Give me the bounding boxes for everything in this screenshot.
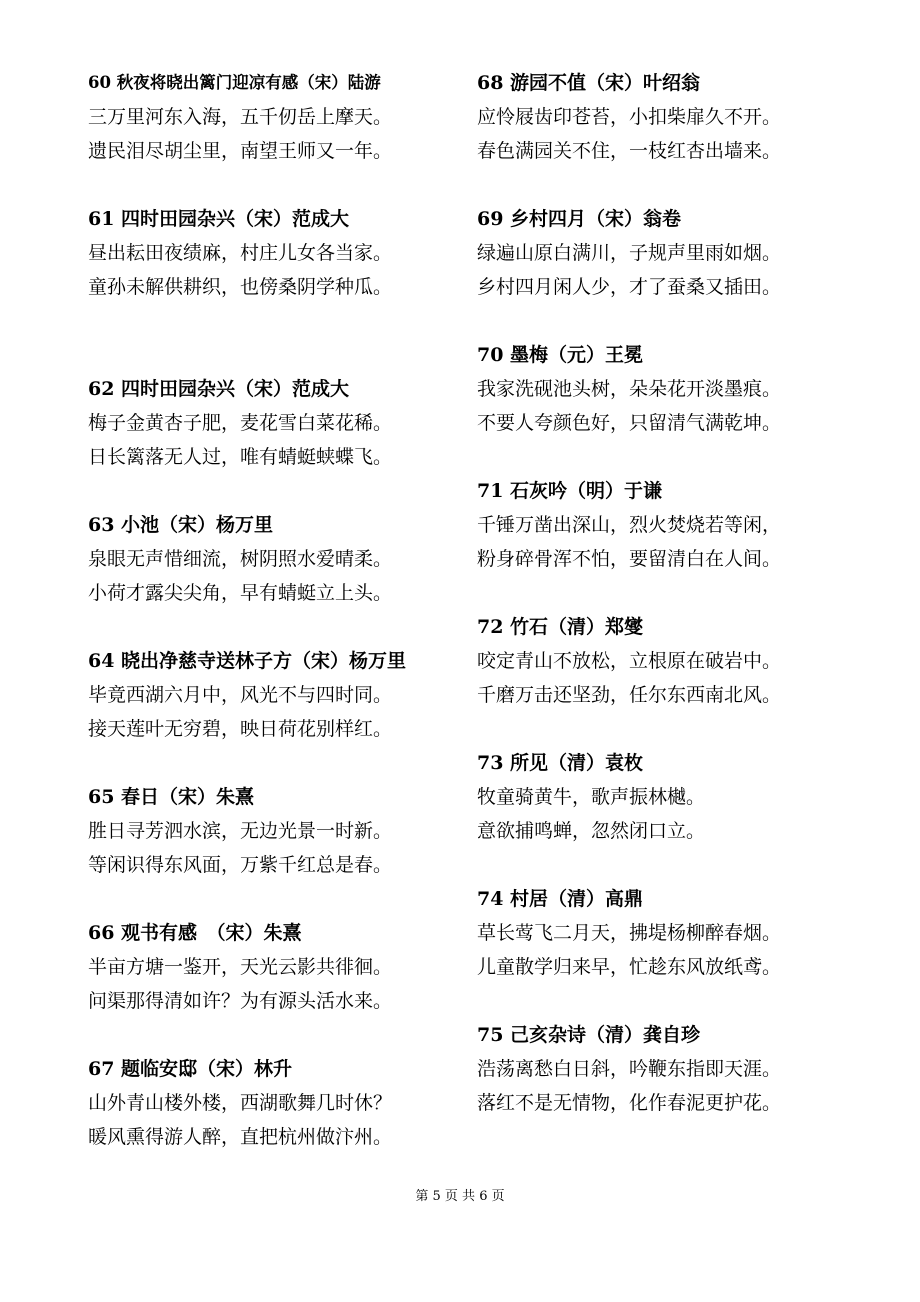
poem-71 [477, 474, 857, 576]
poem-line: 千锤万凿出深山，烈火焚烧若等闲， [477, 514, 782, 536]
poem-line: 半亩方塘一鉴开，天光云影共徘徊。 [88, 956, 393, 978]
poem-title: 70 墨梅（元）王冕 [477, 344, 644, 366]
poem-title: 67 题临安邸（宋）林升 [88, 1058, 293, 1080]
poem-title: 66 观书有感 （宋）朱熹 [88, 922, 302, 944]
poem-title: 62 四时田园杂兴（宋）范成大 [88, 378, 350, 400]
poem-title: 69 乡村四月（宋）翁卷 [477, 208, 682, 230]
poem-70 [477, 338, 857, 440]
poem-title: 65 春日（宋）朱熹 [88, 786, 255, 808]
poem-title: 64 晓出净慈寺送林子方（宋）杨万里 [88, 650, 407, 672]
poem-title: 61 四时田园杂兴（宋）范成大 [88, 208, 350, 230]
poem-74 [477, 882, 857, 984]
poem-75 [477, 1018, 857, 1120]
poem-title: 71 石灰吟（明）于谦 [477, 480, 663, 502]
poem-title: 74 村居（清）高鼎 [477, 888, 644, 910]
poem-line: 春色满园关不住，一枝红杏出墙来。 [477, 140, 782, 162]
poem-line: 遗民泪尽胡尘里，南望王师又一年。 [88, 140, 393, 162]
page-number-footer: 第 5 页 共 6 页 [415, 1189, 505, 1204]
poem-63 [88, 508, 468, 610]
poem-72 [477, 610, 857, 712]
poem-title: 73 所见（清）袁枚 [477, 752, 644, 774]
poem-line: 咬定青山不放松，立根原在破岩中。 [477, 650, 782, 672]
poem-line: 落红不是无情物，化作春泥更护花。 [477, 1092, 782, 1114]
poem-62 [88, 372, 468, 474]
poem-line: 小荷才露尖尖角，早有蜻蜓立上头。 [88, 582, 393, 604]
poem-title: 63 小池（宋）杨万里 [88, 514, 274, 536]
poem-68 [477, 66, 857, 168]
poem-64 [88, 644, 468, 746]
poem-60 [88, 66, 468, 168]
poem-65 [88, 780, 468, 882]
poem-line: 毕竟西湖六月中，风光不与四时同。 [88, 684, 393, 706]
poem-line: 等闲识得东风面，万紫千红总是春。 [88, 854, 393, 876]
poem-line: 暖风熏得游人醉，直把杭州做汴州。 [88, 1126, 393, 1148]
poem-66 [88, 916, 468, 1018]
poem-line: 粉身碎骨浑不怕，要留清白在人间。 [477, 548, 782, 570]
poem-73 [477, 746, 857, 848]
poem-line: 意欲捕鸣蝉，忽然闭口立。 [477, 820, 706, 842]
poem-line: 日长篱落无人过，唯有蜻蜓蛱蝶飞。 [88, 446, 393, 468]
poem-title: 60 秋夜将晓出篱门迎凉有感（宋）陆游 [88, 73, 381, 92]
poem-line: 乡村四月闲人少，才了蚕桑又插田。 [477, 276, 782, 298]
poem-61 [88, 202, 468, 304]
poem-line: 山外青山楼外楼，西湖歌舞几时休？ [88, 1092, 393, 1114]
poem-line: 接天莲叶无穷碧，映日荷花别样红。 [88, 718, 393, 740]
poem-title: 72 竹石（清）郑燮 [477, 616, 644, 638]
poem-line: 梅子金黄杏子肥，麦花雪白菜花稀。 [88, 412, 393, 434]
poem-line: 问渠那得清如许？为有源头活水来。 [88, 990, 393, 1012]
poem-line: 草长莺飞二月天，拂堤杨柳醉春烟。 [477, 922, 782, 944]
poem-title: 75 己亥杂诗（清）龚自珍 [477, 1024, 701, 1046]
poem-line: 三万里河东入海，五千仞岳上摩天。 [88, 106, 393, 128]
poem-69 [477, 202, 857, 304]
poem-line: 泉眼无声惜细流，树阴照水爱晴柔。 [88, 548, 393, 570]
poem-line: 应怜屐齿印苍苔，小扣柴扉久不开。 [477, 106, 782, 128]
poem-line: 牧童骑黄牛，歌声振林樾。 [477, 786, 706, 808]
poem-line: 浩荡离愁白日斜，吟鞭东指即天涯。 [477, 1058, 782, 1080]
poem-line: 我家洗砚池头树，朵朵花开淡墨痕。 [477, 378, 782, 400]
poem-line: 绿遍山原白满川，子规声里雨如烟。 [477, 242, 782, 264]
poem-line: 胜日寻芳泗水滨，无边光景一时新。 [88, 820, 393, 842]
poem-title: 68 游园不值（宋）叶绍翁 [477, 72, 701, 94]
poem-67 [88, 1052, 468, 1154]
poem-line: 千磨万击还坚劲，任尔东西南北风。 [477, 684, 782, 706]
poem-line: 不要人夸颜色好，只留清气满乾坤。 [477, 412, 782, 434]
poem-line: 昼出耘田夜绩麻，村庄儿女各当家。 [88, 242, 393, 264]
poem-line: 儿童散学归来早，忙趁东风放纸鸢。 [477, 956, 782, 978]
poem-line: 童孙未解供耕织，也傍桑阴学种瓜。 [88, 276, 393, 298]
